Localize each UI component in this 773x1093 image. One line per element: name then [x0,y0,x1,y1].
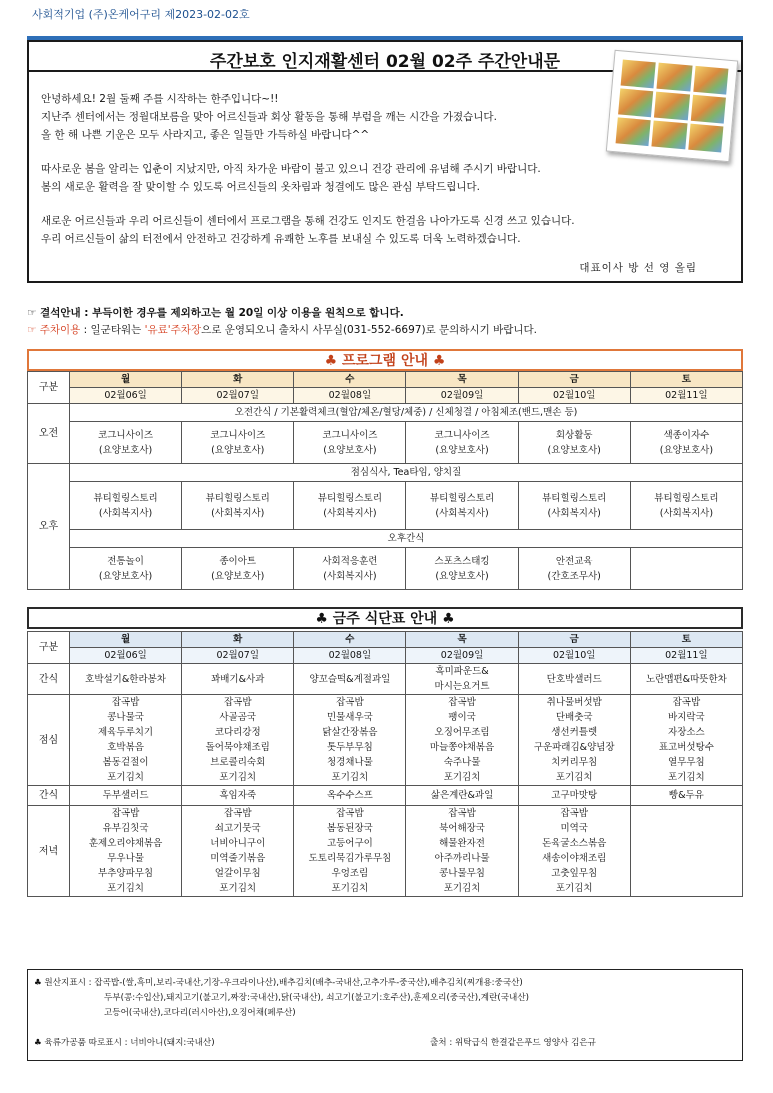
date-header: 02월08일 [294,388,406,404]
day-header: 화 [182,372,294,388]
day-header: 금 [518,632,630,648]
program-cell: 안전교육 (간호조무사) [518,548,630,590]
letter-line: 새로운 어르신들과 우리 어르신들이 센터에서 프로그램을 통해 건강도 인지도 한걸음 나아가도록 신경 쓰고 있습니다. [41,215,575,227]
meal-table [27,631,743,897]
letter-line: 올 한 해 나쁜 기운은 모두 사라지고, 좋은 일들만 가득하실 바랍니다^^ [41,129,370,141]
col-label: 구분 [28,632,70,664]
row-label-pm: 오후 [28,464,70,590]
date-header: 02월06일 [70,388,182,404]
program-table [27,371,743,590]
origin-line: 고등어(국내산),코다리(러시아산),오징어채(페루산) [104,1008,296,1018]
lunch-cell: 취나물버섯밥 단배춧국 생선커틀렛 구운파래김&양념장 치커리무침 포기김치 [518,695,630,786]
program-cell: 스포츠스태킹 (요양보호사) [406,548,518,590]
program-cell: 종이아트 (요양보호사) [182,548,294,590]
date-header: 02월06일 [70,648,182,664]
pm-snack-row: 오후간식 [70,530,743,548]
snack-cell: 삶은계란&과일 [406,786,518,806]
lunch-cell: 잡곡밥 콩나물국 제육두루치기 호박볶음 봄동겉절이 포기김치 [70,695,182,786]
program-cell: 코그니사이즈 (요양보호사) [70,422,182,464]
row-label-lunch: 점심 [28,695,70,786]
lunch-cell: 잡곡밥 사골곰국 코다리강정 돌어묵야채조림 브로콜리숙회 포기김치 [182,695,294,786]
day-header: 목 [406,372,518,388]
dinner-cell: 잡곡밥 유부김칫국 훈제오리야채볶음 무우나물 부추양파무침 포기김치 [70,806,182,897]
footer-notes [27,969,743,1061]
date-header: 02월11일 [630,648,742,664]
date-header: 02월08일 [294,648,406,664]
letter-line: 우리 어르신들이 삶의 터전에서 안전하고 건강하게 유쾌한 노후를 보내실 수 있도록 더욱 노력하겠습니다. [41,233,521,245]
letter-signature: 대표이사 방 선 영 올림 [579,262,697,274]
snack-cell: 옥수수스프 [294,786,406,806]
row-label-dinner: 저녁 [28,806,70,897]
program-cell: 색종이자수 (요양보호사) [630,422,742,464]
day-header: 화 [182,632,294,648]
day-header: 월 [70,372,182,388]
day-header: 토 [630,372,742,388]
date-header: 02월07일 [182,648,294,664]
origin-line: 두부(콩:수입산),돼지고기(불고기,짜장:국내산),닭(국내산), 쇠고기(불고기:호주산),훈제오리(중국산),계란(국내산) [104,993,530,1003]
snack-cell: 흑임자죽 [182,786,294,806]
day-header: 월 [70,632,182,648]
lunch-cell: 잡곡밥 바지락국 자장소스 표고버섯탕수 열무무침 포기김치 [630,695,742,786]
date-header: 02월07일 [182,388,294,404]
source-note: 출처 : 위탁급식 한결같은푸드 영양사 김은규 [430,1038,596,1048]
date-header: 02월09일 [406,648,518,664]
dinner-cell [630,806,742,897]
program-cell: 전통놀이 (요양보호사) [70,548,182,590]
row-label-snack: 간식 [28,664,70,695]
letter-line: 지난주 센터에서는 정월대보름을 맞아 어르신들과 회상 활동을 통해 부럼을 깨는 시간을 가졌습니다. [41,111,497,123]
issue-label: 사회적기업 (주)온케어구리 제2023-02-02호 [32,8,250,21]
dinner-cell: 잡곡밥 봄동된장국 고등어구이 도토리묵김가루무침 우엉조림 포기김치 [294,806,406,897]
snack-cell: 흑미파운드& 마시는요거트 [406,664,518,695]
origin-line: ♣ 원산지표시 : 잡곡밥-(쌀,흑미,보리-국내산,기장-우크라이나산),배추김치(배추-국내산,고추가루-중국산),배추김치(찌개용:중국산) [34,978,523,988]
date-header: 02월09일 [406,388,518,404]
am-common-row: 오전간식 / 기본활력체크(혈압/체온/혈당/체중) / 신체청결 / 아침체조(밴드,맨손 등) [70,404,743,422]
date-header: 02월11일 [630,388,742,404]
lunch-cell: 잡곡밥 팽이국 오징어무조림 마늘쫑야채볶음 숙주나물 포기김치 [406,695,518,786]
page-title: 주간보호 인지재활센터 02월 02주 주간안내문 [209,52,561,72]
day-header: 수 [294,372,406,388]
snack-cell: 고구마맛탕 [518,786,630,806]
day-header: 토 [630,632,742,648]
absence-notice: ☞ 결석안내 : 부득이한 경우를 제외하고는 월 20일 이상 이용을 원칙으로 합니다. [27,307,404,319]
program-cell: 뷰티힐링스토리 (사회복지사) [294,482,406,530]
date-header: 02월10일 [518,648,630,664]
row-label-am: 오전 [28,404,70,464]
activity-photo [606,50,738,162]
letter-line: 안녕하세요! 2월 둘째 주를 시작하는 한주입니다~!! [41,93,279,105]
dinner-cell: 잡곡밥 쇠고기뭇국 너비아니구이 미역줄기볶음 얼갈이무침 포기김치 [182,806,294,897]
program-cell: 코그니사이즈 (요양보호사) [294,422,406,464]
dinner-cell: 잡곡밥 북어해장국 해물완자전 아주까리나물 콩나물무침 포기김치 [406,806,518,897]
day-header: 금 [518,372,630,388]
program-cell: 뷰티힐링스토리 (사회복지사) [70,482,182,530]
lunch-cell: 잡곡밥 민물새우국 닭살간장볶음 톳두부무침 청경채나물 포기김치 [294,695,406,786]
program-section-title: ♣ 프로그램 안내 ♣ [27,349,743,371]
processed-meat-note: ♣ 육류가공품 따로표시 : 너비아니(돼지:국내산) [34,1038,215,1048]
program-cell: 뷰티힐링스토리 (사회복지사) [630,482,742,530]
dinner-cell: 잡곡밥 미역국 돈육굴소스볶음 새송이야채조림 고춧잎무침 포기김치 [518,806,630,897]
snack-cell: 양꼬슬떡&계절과일 [294,664,406,695]
snack-cell: 빵&두유 [630,786,742,806]
date-header: 02월10일 [518,388,630,404]
program-cell [630,548,742,590]
program-cell: 뷰티힐링스토리 (사회복지사) [518,482,630,530]
letter-line: 따사로운 봄을 알리는 입춘이 지났지만, 아직 차가운 바람이 불고 있으니 건강 관리에 유념해 주시기 바랍니다. [41,163,541,175]
day-header: 목 [406,632,518,648]
program-cell: 사회적응훈련 (사회복지사) [294,548,406,590]
parking-notice: ☞ 주차이용 : 일군타워는 '유료'주차장으로 운영되오니 출차시 사무실(031-552-6697)로 문의하시기 바랍니다. [27,324,537,336]
snack-cell: 단호박샐러드 [518,664,630,695]
col-label: 구분 [28,372,70,404]
program-cell: 회상활동 (요양보호사) [518,422,630,464]
program-cell: 뷰티힐링스토리 (사회복지사) [406,482,518,530]
snack-cell: 꽈배기&사과 [182,664,294,695]
pm-common-row: 점심식사, Tea타임, 양치질 [70,464,743,482]
title-accent-bar [27,36,743,40]
program-cell: 뷰티힐링스토리 (사회복지사) [182,482,294,530]
snack-cell: 호박설기&한라봉차 [70,664,182,695]
program-cell: 코그니사이즈 (요양보호사) [406,422,518,464]
snack-cell: 두부샐러드 [70,786,182,806]
day-header: 수 [294,632,406,648]
meal-section-title: ♣ 금주 식단표 안내 ♣ [27,607,743,629]
letter-line: 봄의 새로운 활력을 잘 맞이할 수 있도록 어르신들의 옷차림과 청결에도 많은 관심 부탁드립니다. [41,181,480,193]
row-label-snack: 간식 [28,786,70,806]
program-cell: 코그니사이즈 (요양보호사) [182,422,294,464]
snack-cell: 노란맵편&따뜻한차 [630,664,742,695]
